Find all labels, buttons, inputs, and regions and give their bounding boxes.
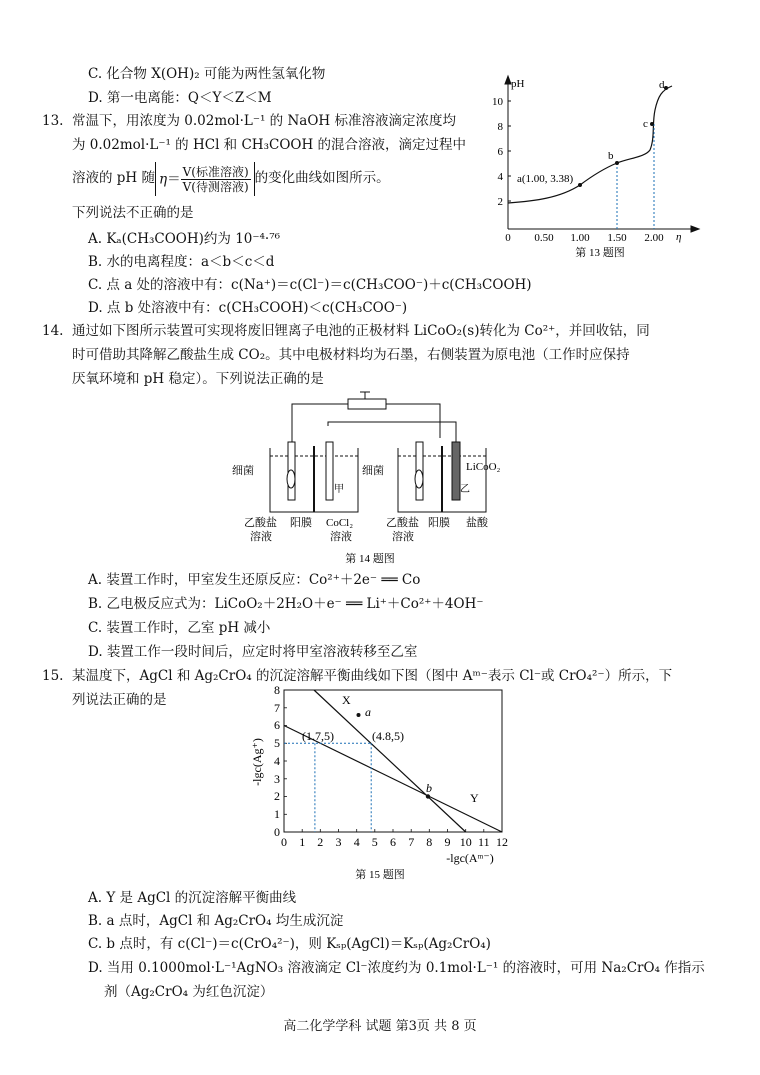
q13-titration-curve: [508, 86, 672, 203]
q13-xtick-200: 2.00: [644, 232, 664, 244]
q15-xtick-5: 5: [371, 835, 378, 849]
q14-label-bacteria-left: 细菌: [232, 465, 254, 477]
q14-option-c: C. 装置工作时，乙室 pH 减小: [88, 620, 271, 636]
q15-ytick-8: 8: [274, 684, 280, 697]
q13-fraction: [181, 165, 251, 194]
q13-ytick-6: 6: [497, 146, 503, 158]
q15-xtick-9: 9: [444, 835, 451, 849]
q13-option-a: A. Kₐ(CH₃COOH)约为 10⁻⁴·⁷⁶: [88, 231, 281, 247]
q15-ytick-1: 1: [274, 807, 280, 821]
q14-label-jia: 甲: [334, 484, 344, 495]
page-footer: 高二化学学科 试题 第3页 共 8 页: [283, 1019, 477, 1034]
q14-inner-wire: [328, 422, 456, 442]
q14-outer-wire: [292, 404, 440, 442]
q13-eta: η: [159, 171, 168, 187]
q14-label-bacteria-right: 细菌: [362, 465, 384, 477]
q13-option-b: B. 水的电离程度：a＜b＜c＜d: [88, 254, 275, 270]
q15-stem-line2: 列说法正确的是: [72, 692, 167, 708]
q15-xlabel: -lgc(Aᵐ⁻): [446, 851, 494, 865]
q13-eq: ＝: [167, 171, 181, 187]
q13-xtick-100: 1.00: [570, 232, 590, 244]
q13-frac-bottom: V(待测溶液): [182, 179, 249, 194]
q13-stem-line1: 常温下，用浓度为 0.02mol·L⁻¹ 的 NaOH 标准溶液滴定浓度均: [72, 113, 456, 129]
q13-ylabel: pH: [511, 78, 525, 90]
q14-label-membrane-left: 阳膜: [290, 517, 312, 529]
q14-right-bacteria: [415, 470, 423, 488]
q13-option-d: D. 点 b 处溶液中有：c(CH₃COOH)＜c(CH₃COO⁻): [88, 300, 408, 316]
q15-xtick-1: 1: [299, 835, 306, 849]
q15-xtick-2: 2: [317, 835, 324, 849]
q14-stem-line1: 通过如下图所示装置可实现将废旧锂离子电池的正极材料 LiCoO₂(s)转化为 Co²⁺，并回收钴，同: [72, 323, 650, 339]
q13-x-arrow: [691, 226, 699, 232]
q14-label-acetate-right-2: 溶液: [392, 531, 414, 543]
q13-label-b: b: [608, 150, 614, 162]
q14-option-d: D. 装置工作一段时间后，应定时将甲室溶液转移至乙室: [88, 644, 418, 660]
q13-figure-caption: 第 13 题图: [575, 247, 625, 259]
q13-point-d: [664, 86, 668, 90]
q13-option-c: C. 点 a 处的溶液中有：c(Na⁺)＝c(Cl⁻)＝c(CH₃COO⁻)＋c(CH₃COOH): [88, 277, 532, 293]
q15-option-c: C. b 点时，有 c(Cl⁻)＝c(CrO₄²⁻)，则 Kₛₚ(AgCl)＝Kₛₚ(Ag₂CrO₄): [88, 936, 491, 952]
q13-label-d: d: [659, 79, 665, 91]
q15-xtick-7: 7: [408, 835, 415, 849]
q14-jia-electrode: [326, 442, 333, 500]
q15-option-d-line1: D. 当用 0.1000mol·L⁻¹AgNO₃ 溶液滴定 Cl⁻浓度约为 0.1mol·L⁻¹ 的溶液时，可用 Na₂CrO₄ 作指示: [88, 960, 705, 976]
q14-option-a: A. 装置工作时，甲室发生还原反应：Co²⁺＋2e⁻ ══ Co: [88, 572, 421, 588]
q15-plot-frame: [284, 690, 502, 832]
q14-stem-line3: 厌氧环境和 pH 稳定）。下列说法正确的是: [72, 371, 324, 387]
q13-titration-figure: [490, 72, 705, 260]
q15-ytick-3: 3: [274, 772, 280, 786]
q15-number: 15.: [42, 668, 64, 684]
q13-xtick-150: 1.50: [607, 232, 627, 244]
q15-ytick-7: 7: [274, 701, 280, 715]
q13-point-c: [650, 122, 654, 126]
q15-label-y: Y: [470, 791, 479, 805]
q13-stem-line3: [72, 161, 390, 196]
q15-ytick-6: 6: [274, 718, 280, 732]
q15-ytick-5: 5: [274, 736, 280, 750]
q15-ytick-4: 4: [274, 754, 280, 768]
q15-label-x: X: [342, 693, 351, 707]
q14-resistor: [348, 399, 386, 409]
q14-number: 14.: [42, 323, 64, 339]
q13-xtick-050: 0.50: [534, 232, 554, 244]
q14-yi-electrode: [452, 442, 460, 500]
q15-stem-line1: 某温度下，AgCl 和 Ag₂CrO₄ 的沉淀溶解平衡曲线如下图（图中 Aᵐ⁻表示 Cl⁻或 CrO₄²⁻）所示，下: [72, 668, 673, 684]
q13-stem-line3b: 的变化曲线如图所示。: [254, 170, 390, 186]
q13-ytick-10: 10: [492, 96, 503, 108]
q13-stem-line2: 为 0.02mol·L⁻¹ 的 HCl 和 CH₃COOH 的混合溶液，滴定过程中: [72, 137, 467, 153]
q14-label-acetate-right-1: 乙酸盐: [386, 517, 419, 529]
q14-figure-caption: 第 14 题图: [345, 553, 395, 565]
q15-curve-x: [314, 690, 466, 832]
q14-left-bacteria: [287, 470, 295, 488]
q14-stem-line2: 时可借助其降解乙酸盐生成 CO₂。其中电极材料均为石墨，右侧装置为原电池（工作时应保持: [72, 347, 630, 363]
q13-ytick-8: 8: [497, 121, 503, 133]
q14-label-yi: 乙: [460, 484, 470, 495]
q15-label-a: a: [365, 705, 371, 719]
q13-ytick-2: 2: [497, 196, 503, 208]
q15-xtick-3: 3: [335, 835, 342, 849]
q14-label-acetate-left-2: 溶液: [250, 531, 272, 543]
q13-eta-bracket: [155, 162, 255, 196]
q15-label-b: b: [426, 781, 432, 795]
q13-number: 13.: [42, 113, 64, 129]
q13-stem-line4: 下列说法不正确的是: [72, 205, 194, 221]
q15-xtick-8: 8: [426, 835, 433, 849]
q13-point-a: [578, 183, 582, 187]
q15-ytick-2: 2: [274, 789, 280, 803]
q14-label-licoo2: LiCoO₂: [466, 461, 501, 473]
q14-label-cocl2-1: CoCl₂: [326, 517, 354, 529]
q15-label-pt1: (1.7,5): [302, 729, 334, 743]
q15-xtick-6: 6: [390, 835, 396, 849]
q13-stem-line3a: 溶液的 pH 随: [72, 170, 155, 186]
q13-ytick-4: 4: [497, 171, 503, 183]
q15-xtick-12: 12: [496, 835, 508, 849]
q14-label-hcl: 盐酸: [466, 517, 488, 529]
q13-point-b: [615, 161, 619, 165]
q14-label-acetate-left-1: 乙酸盐: [244, 517, 277, 529]
q15-option-d-line2: 剂（Ag₂CrO₄ 为红色沉淀）: [104, 984, 274, 1000]
q15-label-pt2: (4.8,5): [372, 729, 404, 743]
q14-option-b: B. 乙电极反应式为：LiCoO₂＋2H₂O＋e⁻ ══ Li⁺＋Co²⁺＋4OH⁻: [88, 596, 484, 612]
q15-ylabel: -lgc(Ag⁺): [250, 738, 264, 786]
q15-xtick-11: 11: [478, 835, 490, 849]
q15-xtick-4: 4: [353, 835, 360, 849]
q13-label-c: c: [643, 118, 648, 130]
q15-option-a: A. Y 是 AgCl 的沉淀溶解平衡曲线: [88, 890, 297, 906]
q13-frac-top: V(标准溶液): [182, 164, 249, 179]
q15-figure-caption: 第 15 题图: [355, 869, 405, 881]
q15-point-a: [357, 713, 361, 717]
q13-label-a: a(1.00, 3.38): [517, 173, 574, 185]
q15-option-b: B. a 点时，AgCl 和 Ag₂CrO₄ 均生成沉淀: [88, 913, 344, 929]
q14-label-membrane-right: 阳膜: [428, 517, 450, 529]
q12-option-c: C. 化合物 X(OH)₂ 可能为两性氢氧化物: [88, 66, 326, 82]
q15-xtick-0: 0: [281, 835, 287, 849]
q12-option-d: D. 第一电离能：Q＜Y＜Z＜M: [88, 90, 272, 106]
q15-ytick-0: 0: [274, 825, 280, 839]
q15-xtick-10: 10: [459, 835, 472, 849]
q13-xlabel: η: [676, 231, 682, 243]
q14-apparatus-figure: [230, 390, 510, 570]
q13-xtick-0: 0: [505, 232, 511, 244]
q14-label-cocl2-2: 溶液: [330, 531, 352, 543]
q15-solubility-figure: [250, 684, 530, 884]
